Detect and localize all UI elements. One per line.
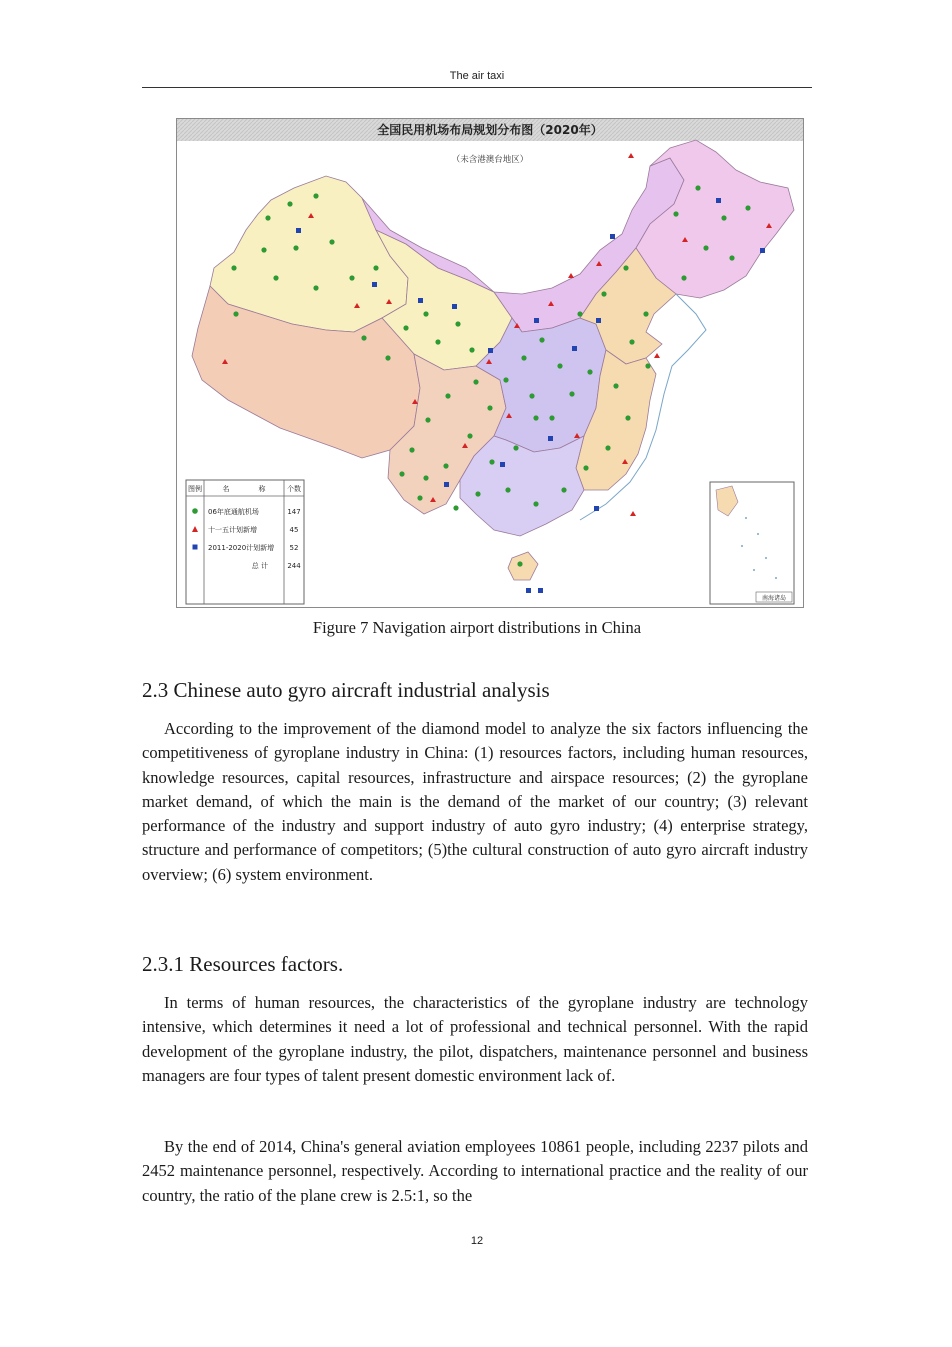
map-title: 全国民用机场布局规划分布图（2020年） (377, 123, 603, 137)
running-header: The air taxi (449, 70, 505, 82)
legend-total-count: 244 (287, 562, 301, 570)
subsection-paragraph-1: In terms of human resources, the characteristics of the gyroplane industry are technology intensive, which determines it need a lot of professional and technical personnel. With the rapid development of the gyroplane industry, the pilot, dispatchers, maintenance personnel and business managers are four types of talent present domestic environment lack of. (142, 993, 808, 1085)
map-subtitle: （未含港澳台地区） (451, 155, 529, 165)
header-rule (142, 87, 812, 88)
legend-count-planned-2011-2020: 52 (289, 544, 299, 552)
legend-header-symbol: 图例 (188, 485, 202, 493)
section-heading: 2.3 Chinese auto gyro aircraft industrial analysis (142, 678, 550, 702)
legend-total-label: 总 计 (251, 562, 268, 570)
legend-count-planned-11th: 45 (289, 526, 299, 534)
page-number: 12 (470, 1235, 484, 1247)
legend-label-existing: 06年底通航机场 (208, 508, 259, 516)
subsection-heading: 2.3.1 Resources factors. (142, 952, 344, 976)
legend-header-name-2: 称 (258, 485, 266, 493)
south-china-sea-inset (710, 482, 794, 604)
legend-header-name-1: 名 (222, 485, 230, 493)
legend-blue-square-icon (193, 545, 198, 550)
legend-header-count: 个数 (287, 485, 301, 493)
map-legend (186, 480, 304, 604)
figure-airport-map (176, 118, 804, 608)
legend-label-planned-2011-2020: 2011-2020计划新增 (208, 544, 275, 552)
subsection-paragraph-2: By the end of 2014, China's general aviation employees 10861 people, including 2237 pilots and 2452 maintenance personnel, respectively. According to international practice and the reality of our country, the ratio of the plane crew is 2.5:1, so the (142, 1137, 808, 1205)
inset-label: 南海诸岛 (761, 595, 787, 602)
legend-label-planned-11th: 十一五计划新增 (208, 526, 257, 534)
legend-count-existing: 147 (287, 508, 301, 516)
legend-green-circle-icon (192, 508, 198, 514)
figure-caption: Figure 7 Navigation airport distributions in China (312, 618, 642, 637)
section-paragraph: According to the improvement of the diamond model to analyze the six factors influencing the competitiveness of gyroplane industry in China: (1) resources factors, including human resources, knowledge resources, capital resources, infrastructure and airspace resources; (2) the gyroplane market demand, of which the main is the demand of the market of our country; (3) relevant performance of the industry and support industry of auto gyro industry; (4) enterprise strategy, structure and performance of competitors; (5)the cultural construction of auto gyro aircraft industry overview; (6) system environment. (142, 719, 808, 884)
